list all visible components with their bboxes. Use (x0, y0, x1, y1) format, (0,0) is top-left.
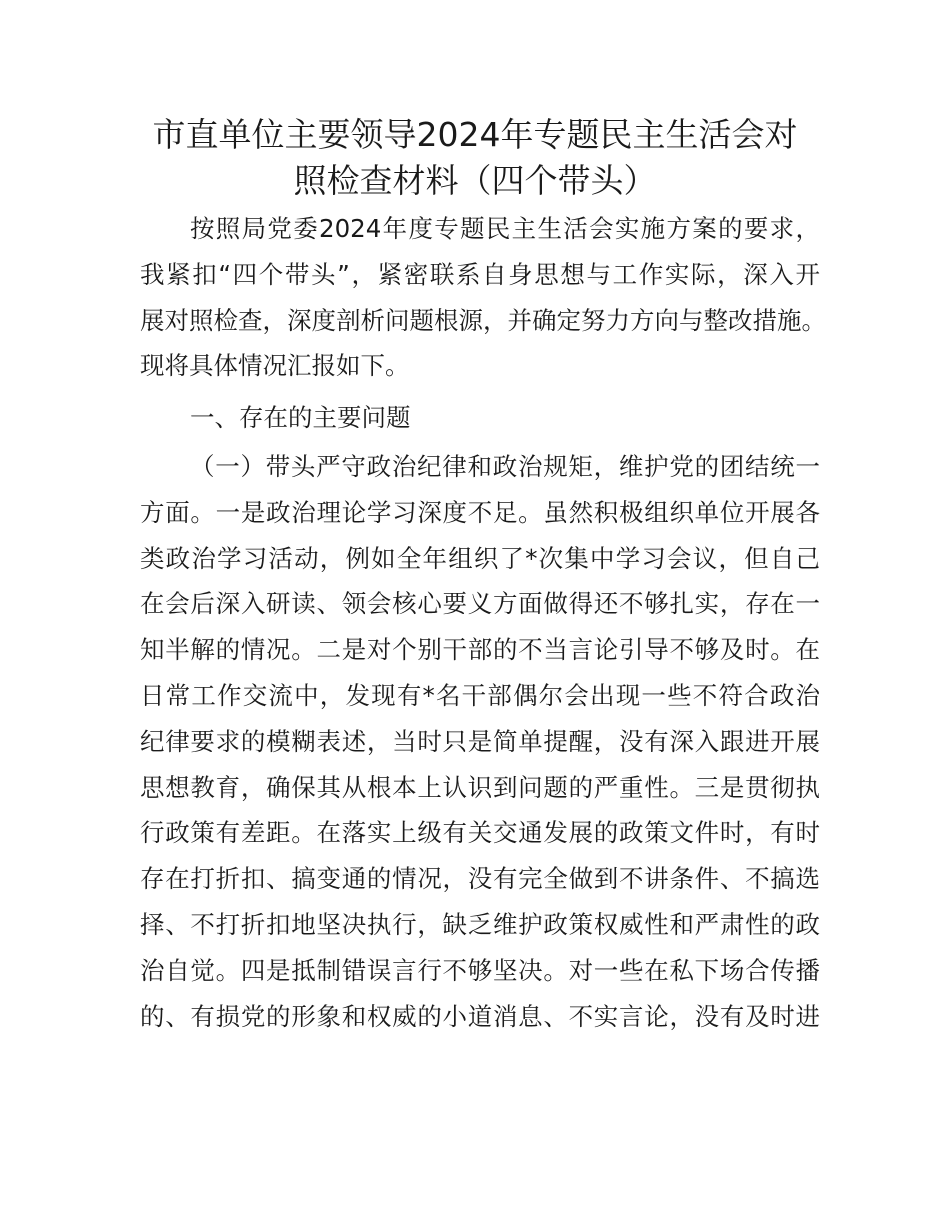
document-title (100, 112, 850, 204)
paragraph-line: 纪律要求的模糊表述，当时只是简单提醒，没有深入跟进开展 (140, 726, 820, 756)
intro-paragraph (140, 206, 826, 389)
paragraph-line: 存在打折扣、搞变通的情况，没有完全做到不讲条件、不搞选 (140, 864, 820, 894)
paragraph-line: 的、有损党的形象和权威的小道消息、不实言论，没有及时进 (140, 1001, 820, 1031)
paragraph-line: 方面。一是政治理论学习深度不足。虽然积极组织单位开展各 (140, 497, 820, 527)
section-heading: 一、存在的主要问题 (190, 403, 411, 432)
paragraph-line: 治自觉。四是抵制错误言行不够坚决。对一些在私下场合传播 (140, 955, 820, 985)
paragraph-line: 行政策有差距。在落实上级有关交通发展的政策文件时，有时 (140, 818, 820, 848)
paragraph-line: 在会后深入研读、领会核心要义方面做得还不够扎实，存在一 (140, 589, 820, 619)
paragraph-line: 日常工作交流中，发现有*名干部偶尔会出现一些不符合政治 (140, 680, 820, 710)
section-1-paragraph (140, 444, 820, 1039)
paragraph-line: （一）带头严守政治纪律和政治规矩，维护党的团结统一 (190, 452, 820, 481)
intro-line: 现将具体情况汇报如下。 (140, 351, 410, 381)
title-line-2: 照检查材料（四个带头） (293, 161, 657, 200)
intro-line: 按照局党委2024年度专题民主生活会实施方案的要求， (190, 214, 820, 243)
paragraph-line: 知半解的情况。二是对个别干部的不当言论引导不够及时。在 (140, 635, 820, 665)
section-heading-block (140, 395, 820, 441)
paragraph-line: 择、不打折扣地坚决执行，缺乏维护政策权威性和严肃性的政 (140, 909, 820, 939)
title-line-1: 市直单位主要领导2024年专题民主生活会对 (152, 115, 798, 154)
paragraph-line: 类政治学习活动，例如全年组织了*次集中学习会议，但自己 (140, 543, 820, 573)
intro-line: 我紧扣“四个带头”，紧密联系自身思想与工作实际，深入开 (140, 259, 820, 289)
paragraph-line: 思想教育，确保其从根本上认识到问题的严重性。三是贯彻执 (140, 772, 820, 802)
intro-line: 展对照检查，深度剖析问题根源，并确定努力方向与整改措施。 (140, 305, 826, 335)
